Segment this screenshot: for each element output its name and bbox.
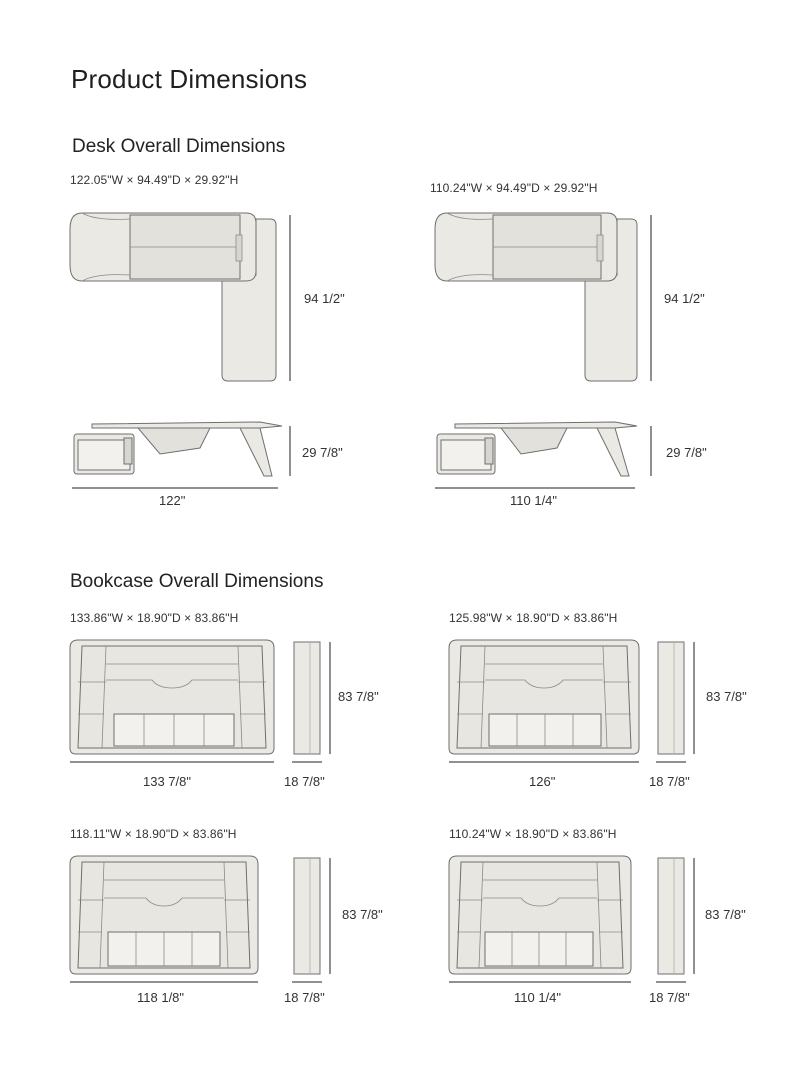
- bookcase-3-depth-label: 18 7/8": [284, 990, 325, 1005]
- page-title: Product Dimensions: [71, 64, 308, 94]
- bookcase-heading: Bookcase Overall Dimensions: [70, 571, 324, 592]
- bookcase-1-side-view: [290, 636, 340, 766]
- desk-2-top-view: [425, 205, 660, 385]
- bookcase-3-front-view: [66, 852, 266, 987]
- bookcase-1-height-label: 83 7/8": [338, 689, 379, 704]
- desk-1-height-label: 29 7/8": [302, 445, 343, 460]
- bookcase-2-height-label: 83 7/8": [706, 689, 747, 704]
- desk-2-height-label: 29 7/8": [666, 445, 707, 460]
- bookcase-4-front-view: [445, 852, 640, 987]
- bookcase-1-spec: 133.86"W × 18.90"D × 83.86"H: [70, 611, 239, 625]
- desk-1-spec: 122.05"W × 94.49"D × 29.92"H: [70, 173, 239, 187]
- bookcase-3-width-label: 118 1/8": [137, 990, 185, 1005]
- bookcase-4-side-view: [654, 852, 704, 987]
- bookcase-2-front-view: [445, 636, 645, 766]
- bookcase-1-width-label: 133 7/8": [143, 774, 191, 789]
- desk-2-spec: 110.24"W × 94.49"D × 29.92"H: [430, 181, 598, 195]
- desk-2-width-label: 110 1/4": [510, 493, 558, 508]
- desk-1-width-label: 122": [159, 493, 186, 508]
- bookcase-1-depth-label: 18 7/8": [284, 774, 325, 789]
- bookcase-2-side-view: [654, 636, 704, 766]
- desk-1-depth-label: 94 1/2": [304, 291, 345, 306]
- desk-1-top-view: [60, 205, 300, 385]
- bookcase-2-depth-label: 18 7/8": [649, 774, 690, 789]
- desk-2-side-view: [425, 418, 665, 493]
- bookcase-3-height-label: 83 7/8": [342, 907, 383, 922]
- bookcase-4-depth-label: 18 7/8": [649, 990, 690, 1005]
- desk-2-depth-label: 94 1/2": [664, 291, 705, 306]
- desk-heading: Desk Overall Dimensions: [72, 136, 286, 157]
- bookcase-4-spec: 110.24"W × 18.90"D × 83.86"H: [449, 827, 617, 841]
- bookcase-3-side-view: [290, 852, 340, 987]
- bookcase-4-width-label: 110 1/4": [514, 990, 562, 1005]
- bookcase-4-height-label: 83 7/8": [705, 907, 746, 922]
- bookcase-2-width-label: 126": [529, 774, 556, 789]
- bookcase-1-front-view: [66, 636, 281, 766]
- bookcase-2-spec: 125.98"W × 18.90"D × 83.86"H: [449, 611, 618, 625]
- desk-1-side-view: [60, 418, 300, 493]
- bookcase-3-spec: 118.11"W × 18.90"D × 83.86"H: [70, 827, 237, 841]
